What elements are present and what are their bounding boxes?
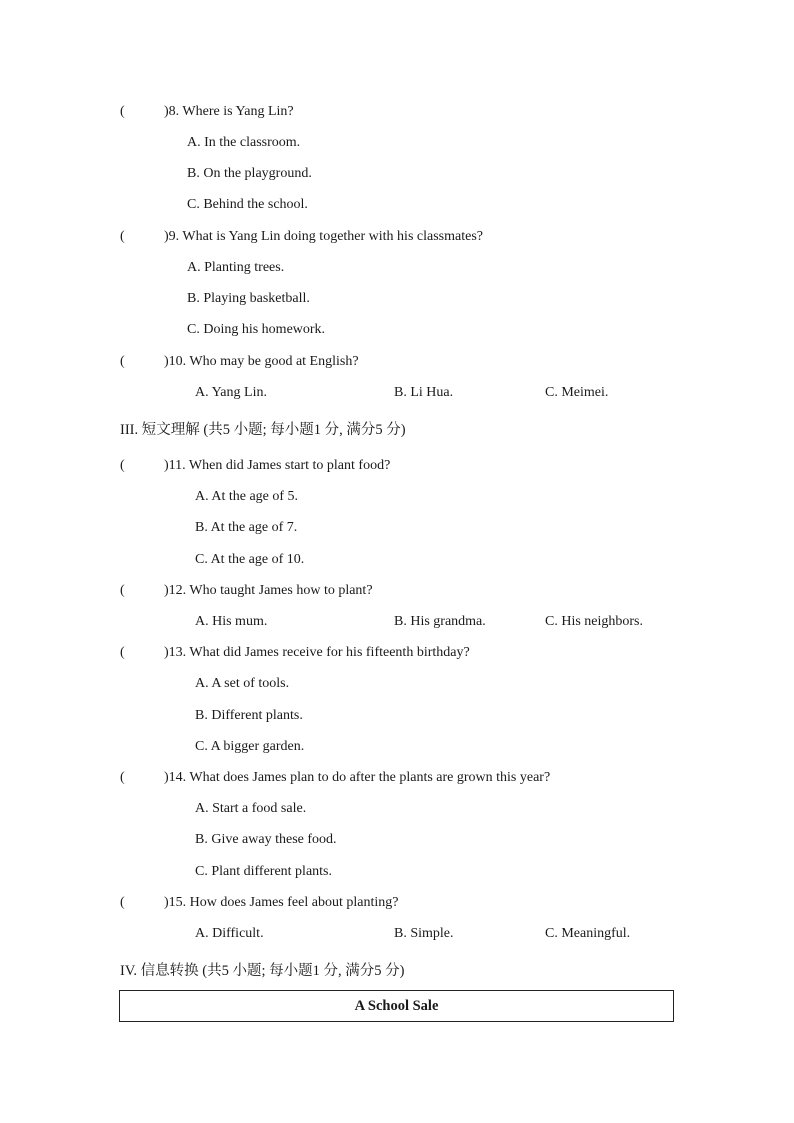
- section-3-heading: III. 短文理解 (共5 小题; 每小题1 分, 满分5 分): [120, 422, 406, 438]
- question-11-option-c: C. At the age of 10.: [195, 552, 305, 567]
- section-4-heading: IV. 信息转换 (共5 小题; 每小题1 分, 满分5 分): [120, 963, 405, 979]
- answer-blank-paren: (: [120, 229, 125, 244]
- answer-blank-paren: (: [120, 354, 125, 369]
- question-13-option-a: A. A set of tools.: [195, 676, 290, 691]
- question-9-stem: )9. What is Yang Lin doing together with his classmates?: [164, 229, 483, 244]
- question-14-option-a: A. Start a food sale.: [195, 801, 307, 816]
- question-11-option-b: B. At the age of 7.: [195, 520, 298, 535]
- question-15-option-a: A. Difficult.: [195, 926, 264, 941]
- question-14-option-b: B. Give away these food.: [195, 832, 337, 847]
- question-10-stem: )10. Who may be good at English?: [164, 354, 359, 369]
- answer-blank-paren: (: [120, 104, 125, 119]
- question-15-stem: )15. How does James feel about planting?: [164, 895, 399, 910]
- question-8-option-c: C. Behind the school.: [187, 197, 308, 212]
- question-12-stem: )12. Who taught James how to plant?: [164, 583, 373, 598]
- question-13-stem: )13. What did James receive for his fifteenth birthday?: [164, 645, 470, 660]
- question-15-option-c: C. Meaningful.: [545, 926, 631, 941]
- answer-blank-paren: (: [120, 645, 125, 660]
- question-12-option-a: A. His mum.: [195, 614, 268, 629]
- question-8-stem: )8. Where is Yang Lin?: [164, 104, 294, 119]
- question-10-option-b: B. Li Hua.: [394, 385, 454, 400]
- answer-blank-paren: (: [120, 458, 125, 473]
- question-9-option-c: C. Doing his homework.: [187, 322, 326, 337]
- question-13-option-c: C. A bigger garden.: [195, 739, 305, 754]
- answer-blank-paren: (: [120, 583, 125, 598]
- question-10-option-c: C. Meimei.: [545, 385, 609, 400]
- question-15-option-b: B. Simple.: [394, 926, 454, 941]
- question-10-option-a: A. Yang Lin.: [195, 385, 267, 400]
- question-9-option-b: B. Playing basketball.: [187, 291, 310, 306]
- question-14-stem: )14. What does James plan to do after the plants are grown this year?: [164, 770, 551, 785]
- question-9-option-a: A. Planting trees.: [187, 260, 285, 275]
- question-12-option-c: C. His neighbors.: [545, 614, 643, 629]
- question-13-option-b: B. Different plants.: [195, 708, 303, 723]
- question-8-option-b: B. On the playground.: [187, 166, 312, 181]
- question-12-option-b: B. His grandma.: [394, 614, 486, 629]
- school-sale-table-header: [119, 990, 674, 1022]
- table-title: A School Sale: [354, 997, 439, 1014]
- answer-blank-paren: (: [120, 895, 125, 910]
- question-14-option-c: C. Plant different plants.: [195, 864, 332, 879]
- question-11-stem: )11. When did James start to plant food?: [164, 458, 391, 473]
- question-11-option-a: A. At the age of 5.: [195, 489, 299, 504]
- question-8-option-a: A. In the classroom.: [187, 135, 301, 150]
- answer-blank-paren: (: [120, 770, 125, 785]
